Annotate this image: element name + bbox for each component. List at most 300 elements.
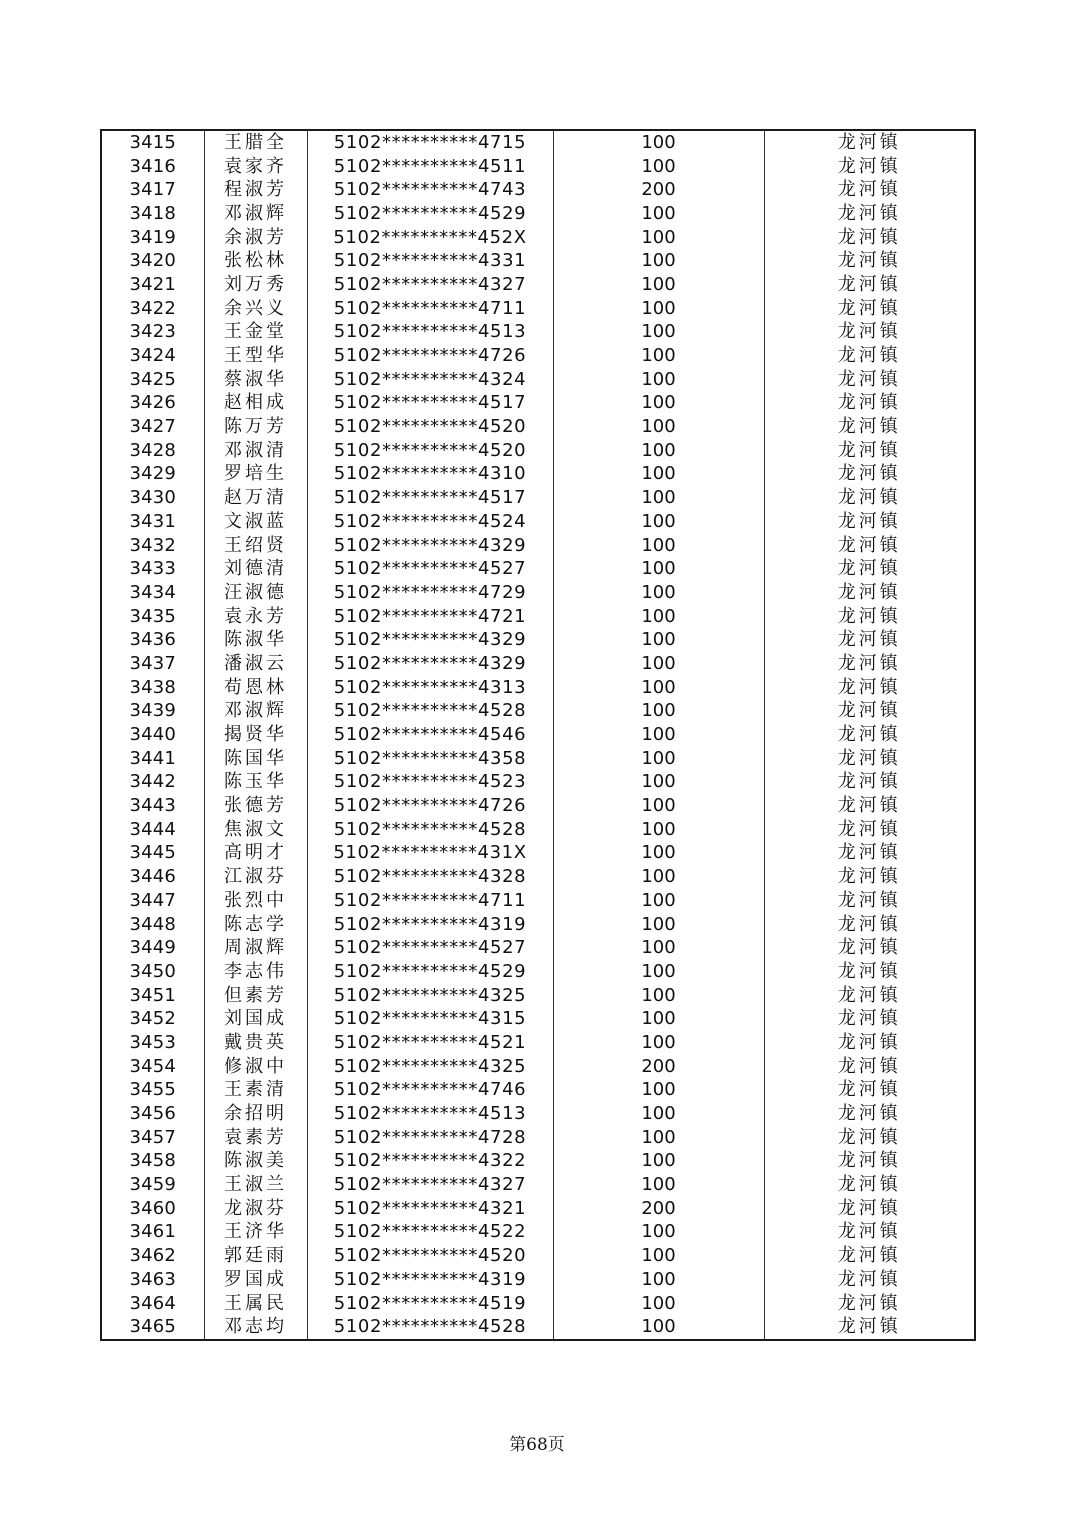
town-cell: 龙河镇 [764,392,975,416]
id-number-cell: 5102**********4729 [307,581,553,605]
serial-number-cell: 3453 [101,1031,204,1055]
name-cell: 王济华 [204,1221,307,1245]
town-cell: 龙河镇 [764,700,975,724]
id-number-cell: 5102**********4746 [307,1079,553,1103]
town-cell: 龙河镇 [764,1102,975,1126]
serial-number-cell: 3455 [101,1079,204,1103]
name-cell: 王素清 [204,1079,307,1103]
name-cell: 袁素芳 [204,1126,307,1150]
name-cell: 但素芳 [204,984,307,1008]
serial-number-cell: 3432 [101,534,204,558]
id-number-cell: 5102**********4721 [307,605,553,629]
amount-cell: 100 [553,700,764,724]
name-cell: 罗培生 [204,463,307,487]
table-row [101,392,975,416]
amount-cell: 100 [553,534,764,558]
town-cell: 龙河镇 [764,889,975,913]
amount-cell: 100 [553,1102,764,1126]
table-row [101,1197,975,1221]
town-cell: 龙河镇 [764,1221,975,1245]
name-cell: 龙淑芬 [204,1197,307,1221]
amount-cell: 100 [553,936,764,960]
table-row [101,226,975,250]
table-row [101,1244,975,1268]
id-number-cell: 5102**********4520 [307,1244,553,1268]
table-row [101,913,975,937]
id-number-cell: 5102**********4327 [307,1173,553,1197]
amount-cell: 100 [553,439,764,463]
town-cell: 龙河镇 [764,202,975,226]
serial-number-cell: 3426 [101,392,204,416]
serial-number-cell: 3437 [101,652,204,676]
serial-number-cell: 3444 [101,818,204,842]
town-cell: 龙河镇 [764,771,975,795]
name-cell: 陈国华 [204,747,307,771]
town-cell: 龙河镇 [764,865,975,889]
id-number-cell: 5102**********4523 [307,771,553,795]
serial-number-cell: 3448 [101,913,204,937]
amount-cell: 100 [553,510,764,534]
serial-number-cell: 3450 [101,960,204,984]
serial-number-cell: 3441 [101,747,204,771]
table-row [101,1221,975,1245]
id-number-cell: 5102**********452X [307,226,553,250]
amount-cell: 100 [553,1079,764,1103]
serial-number-cell: 3416 [101,155,204,179]
name-cell: 程淑芳 [204,178,307,202]
amount-cell: 100 [553,1268,764,1292]
amount-cell: 100 [553,1173,764,1197]
town-cell: 龙河镇 [764,486,975,510]
serial-number-cell: 3436 [101,628,204,652]
name-cell: 周淑辉 [204,936,307,960]
id-number-cell: 5102**********4529 [307,960,553,984]
town-cell: 龙河镇 [764,723,975,747]
name-cell: 陈万芳 [204,415,307,439]
amount-cell: 100 [553,794,764,818]
serial-number-cell: 3439 [101,700,204,724]
serial-number-cell: 3415 [101,130,204,155]
name-cell: 李志伟 [204,960,307,984]
id-number-cell: 5102**********4517 [307,392,553,416]
id-number-cell: 5102**********4513 [307,321,553,345]
town-cell: 龙河镇 [764,534,975,558]
amount-cell: 100 [553,368,764,392]
table-row [101,486,975,510]
id-number-cell: 5102**********4325 [307,1055,553,1079]
amount-cell: 100 [553,913,764,937]
name-cell: 汪淑德 [204,581,307,605]
serial-number-cell: 3458 [101,1150,204,1174]
id-number-cell: 5102**********4329 [307,628,553,652]
town-cell: 龙河镇 [764,628,975,652]
id-number-cell: 5102**********4319 [307,913,553,937]
name-cell: 戴贵英 [204,1031,307,1055]
id-number-cell: 5102**********4519 [307,1292,553,1316]
id-number-cell: 5102**********4726 [307,794,553,818]
table-row [101,1292,975,1316]
id-number-cell: 5102**********4324 [307,368,553,392]
amount-cell: 100 [553,1007,764,1031]
serial-number-cell: 3430 [101,486,204,510]
table-row [101,1031,975,1055]
town-cell: 龙河镇 [764,1268,975,1292]
name-cell: 王绍贤 [204,534,307,558]
amount-cell: 100 [553,1126,764,1150]
name-cell: 刘万秀 [204,273,307,297]
serial-number-cell: 3428 [101,439,204,463]
name-cell: 张德芳 [204,794,307,818]
table-row [101,155,975,179]
id-number-cell: 5102**********4527 [307,557,553,581]
serial-number-cell: 3423 [101,321,204,345]
town-cell: 龙河镇 [764,297,975,321]
name-cell: 江淑芬 [204,865,307,889]
amount-cell: 100 [553,1031,764,1055]
name-cell: 王属民 [204,1292,307,1316]
amount-cell: 200 [553,1055,764,1079]
amount-cell: 100 [553,321,764,345]
town-cell: 龙河镇 [764,1173,975,1197]
table-row [101,1055,975,1079]
amount-cell: 100 [553,605,764,629]
town-cell: 龙河镇 [764,984,975,1008]
id-number-cell: 5102**********4328 [307,865,553,889]
town-cell: 龙河镇 [764,913,975,937]
town-cell: 龙河镇 [764,794,975,818]
table-row [101,984,975,1008]
id-number-cell: 5102**********4329 [307,652,553,676]
table-row [101,652,975,676]
table-row [101,865,975,889]
id-number-cell: 5102**********4546 [307,723,553,747]
amount-cell: 100 [553,130,764,155]
serial-number-cell: 3465 [101,1315,204,1340]
amount-cell: 100 [553,652,764,676]
amount-cell: 100 [553,1221,764,1245]
table-row [101,628,975,652]
name-cell: 刘德清 [204,557,307,581]
id-number-cell: 5102**********4528 [307,1315,553,1340]
table-row [101,297,975,321]
serial-number-cell: 3447 [101,889,204,913]
name-cell: 余兴义 [204,297,307,321]
name-cell: 余招明 [204,1102,307,1126]
amount-cell: 100 [553,1292,764,1316]
serial-number-cell: 3443 [101,794,204,818]
serial-number-cell: 3435 [101,605,204,629]
table-row [101,321,975,345]
table-row [101,510,975,534]
amount-cell: 100 [553,747,764,771]
serial-number-cell: 3418 [101,202,204,226]
town-cell: 龙河镇 [764,249,975,273]
id-number-cell: 5102**********4358 [307,747,553,771]
name-cell: 修淑中 [204,1055,307,1079]
amount-cell: 100 [553,865,764,889]
table-row [101,415,975,439]
serial-number-cell: 3433 [101,557,204,581]
id-number-cell: 5102**********4711 [307,297,553,321]
serial-number-cell: 3462 [101,1244,204,1268]
town-cell: 龙河镇 [764,155,975,179]
amount-cell: 100 [553,249,764,273]
id-number-cell: 5102**********4511 [307,155,553,179]
town-cell: 龙河镇 [764,1007,975,1031]
town-cell: 龙河镇 [764,226,975,250]
serial-number-cell: 3460 [101,1197,204,1221]
id-number-cell: 5102**********4322 [307,1150,553,1174]
town-cell: 龙河镇 [764,344,975,368]
town-cell: 龙河镇 [764,1079,975,1103]
amount-cell: 200 [553,178,764,202]
amount-cell: 100 [553,226,764,250]
roster-table-body [101,130,975,1340]
name-cell: 赵万清 [204,486,307,510]
table-row [101,1315,975,1340]
serial-number-cell: 3420 [101,249,204,273]
amount-cell: 100 [553,960,764,984]
table-row [101,1102,975,1126]
table-row [101,1173,975,1197]
id-number-cell: 5102**********4528 [307,700,553,724]
town-cell: 龙河镇 [764,510,975,534]
town-cell: 龙河镇 [764,747,975,771]
table-row [101,463,975,487]
town-cell: 龙河镇 [764,1197,975,1221]
town-cell: 龙河镇 [764,1292,975,1316]
table-row [101,794,975,818]
town-cell: 龙河镇 [764,1055,975,1079]
town-cell: 龙河镇 [764,130,975,155]
table-row [101,130,975,155]
table-row [101,936,975,960]
id-number-cell: 5102**********4524 [307,510,553,534]
name-cell: 王腊全 [204,130,307,155]
table-row [101,723,975,747]
town-cell: 龙河镇 [764,605,975,629]
serial-number-cell: 3417 [101,178,204,202]
table-row [101,842,975,866]
serial-number-cell: 3438 [101,676,204,700]
id-number-cell: 5102**********4743 [307,178,553,202]
table-row [101,605,975,629]
town-cell: 龙河镇 [764,368,975,392]
table-row [101,1079,975,1103]
amount-cell: 100 [553,723,764,747]
amount-cell: 100 [553,297,764,321]
name-cell: 张烈中 [204,889,307,913]
id-number-cell: 5102**********4522 [307,1221,553,1245]
town-cell: 龙河镇 [764,1031,975,1055]
table-row [101,581,975,605]
serial-number-cell: 3421 [101,273,204,297]
serial-number-cell: 3422 [101,297,204,321]
serial-number-cell: 3451 [101,984,204,1008]
name-cell: 邓淑清 [204,439,307,463]
amount-cell: 100 [553,984,764,1008]
table-row [101,439,975,463]
amount-cell: 100 [553,392,764,416]
amount-cell: 100 [553,463,764,487]
amount-cell: 100 [553,1150,764,1174]
name-cell: 陈志学 [204,913,307,937]
id-number-cell: 5102**********4527 [307,936,553,960]
table-row [101,178,975,202]
name-cell: 揭贤华 [204,723,307,747]
serial-number-cell: 3431 [101,510,204,534]
table-row [101,889,975,913]
table-row [101,202,975,226]
serial-number-cell: 3449 [101,936,204,960]
id-number-cell: 5102**********4715 [307,130,553,155]
table-row [101,676,975,700]
amount-cell: 200 [553,1197,764,1221]
town-cell: 龙河镇 [764,818,975,842]
town-cell: 龙河镇 [764,960,975,984]
name-cell: 蔡淑华 [204,368,307,392]
name-cell: 苟恩林 [204,676,307,700]
id-number-cell: 5102**********431X [307,842,553,866]
town-cell: 龙河镇 [764,1315,975,1340]
serial-number-cell: 3445 [101,842,204,866]
table-row [101,344,975,368]
amount-cell: 100 [553,155,764,179]
town-cell: 龙河镇 [764,273,975,297]
id-number-cell: 5102**********4517 [307,486,553,510]
id-number-cell: 5102**********4310 [307,463,553,487]
town-cell: 龙河镇 [764,1244,975,1268]
serial-number-cell: 3425 [101,368,204,392]
amount-cell: 100 [553,344,764,368]
name-cell: 高明才 [204,842,307,866]
amount-cell: 100 [553,415,764,439]
serial-number-cell: 3434 [101,581,204,605]
name-cell: 文淑蓝 [204,510,307,534]
serial-number-cell: 3457 [101,1126,204,1150]
town-cell: 龙河镇 [764,581,975,605]
id-number-cell: 5102**********4520 [307,439,553,463]
amount-cell: 100 [553,818,764,842]
id-number-cell: 5102**********4728 [307,1126,553,1150]
amount-cell: 100 [553,1315,764,1340]
serial-number-cell: 3463 [101,1268,204,1292]
name-cell: 罗国成 [204,1268,307,1292]
amount-cell: 100 [553,1244,764,1268]
table-row [101,557,975,581]
table-row [101,368,975,392]
table-row [101,818,975,842]
town-cell: 龙河镇 [764,1126,975,1150]
id-number-cell: 5102**********4711 [307,889,553,913]
table-row [101,771,975,795]
serial-number-cell: 3427 [101,415,204,439]
serial-number-cell: 3464 [101,1292,204,1316]
table-row [101,249,975,273]
amount-cell: 100 [553,202,764,226]
town-cell: 龙河镇 [764,557,975,581]
town-cell: 龙河镇 [764,936,975,960]
name-cell: 王淑兰 [204,1173,307,1197]
name-cell: 袁永芳 [204,605,307,629]
serial-number-cell: 3419 [101,226,204,250]
amount-cell: 100 [553,771,764,795]
serial-number-cell: 3429 [101,463,204,487]
name-cell: 陈淑华 [204,628,307,652]
serial-number-cell: 3442 [101,771,204,795]
serial-number-cell: 3461 [101,1221,204,1245]
serial-number-cell: 3456 [101,1102,204,1126]
name-cell: 邓淑辉 [204,202,307,226]
id-number-cell: 5102**********4521 [307,1031,553,1055]
table-row [101,1268,975,1292]
id-number-cell: 5102**********4513 [307,1102,553,1126]
name-cell: 余淑芳 [204,226,307,250]
name-cell: 张松林 [204,249,307,273]
name-cell: 赵相成 [204,392,307,416]
id-number-cell: 5102**********4529 [307,202,553,226]
table-row [101,1150,975,1174]
id-number-cell: 5102**********4327 [307,273,553,297]
id-number-cell: 5102**********4331 [307,249,553,273]
name-cell: 潘淑云 [204,652,307,676]
id-number-cell: 5102**********4325 [307,984,553,1008]
id-number-cell: 5102**********4315 [307,1007,553,1031]
table-row [101,747,975,771]
name-cell: 邓淑辉 [204,700,307,724]
name-cell: 焦淑文 [204,818,307,842]
name-cell: 王型华 [204,344,307,368]
id-number-cell: 5102**********4329 [307,534,553,558]
amount-cell: 100 [553,557,764,581]
amount-cell: 100 [553,628,764,652]
amount-cell: 100 [553,842,764,866]
amount-cell: 100 [553,889,764,913]
id-number-cell: 5102**********4319 [307,1268,553,1292]
amount-cell: 100 [553,273,764,297]
name-cell: 邓志均 [204,1315,307,1340]
serial-number-cell: 3454 [101,1055,204,1079]
name-cell: 陈玉华 [204,771,307,795]
town-cell: 龙河镇 [764,415,975,439]
roster-table [100,129,976,1341]
amount-cell: 100 [553,486,764,510]
serial-number-cell: 3446 [101,865,204,889]
table-row [101,960,975,984]
name-cell: 刘国成 [204,1007,307,1031]
town-cell: 龙河镇 [764,439,975,463]
id-number-cell: 5102**********4313 [307,676,553,700]
id-number-cell: 5102**********4321 [307,1197,553,1221]
town-cell: 龙河镇 [764,652,975,676]
name-cell: 陈淑美 [204,1150,307,1174]
name-cell: 袁家齐 [204,155,307,179]
page-number: 第68页 [509,1435,565,1455]
serial-number-cell: 3459 [101,1173,204,1197]
amount-cell: 100 [553,676,764,700]
serial-number-cell: 3440 [101,723,204,747]
town-cell: 龙河镇 [764,676,975,700]
town-cell: 龙河镇 [764,1150,975,1174]
table-row [101,273,975,297]
amount-cell: 100 [553,581,764,605]
table-row [101,700,975,724]
name-cell: 郭廷雨 [204,1244,307,1268]
table-row [101,534,975,558]
id-number-cell: 5102**********4520 [307,415,553,439]
name-cell: 王金堂 [204,321,307,345]
id-number-cell: 5102**********4528 [307,818,553,842]
